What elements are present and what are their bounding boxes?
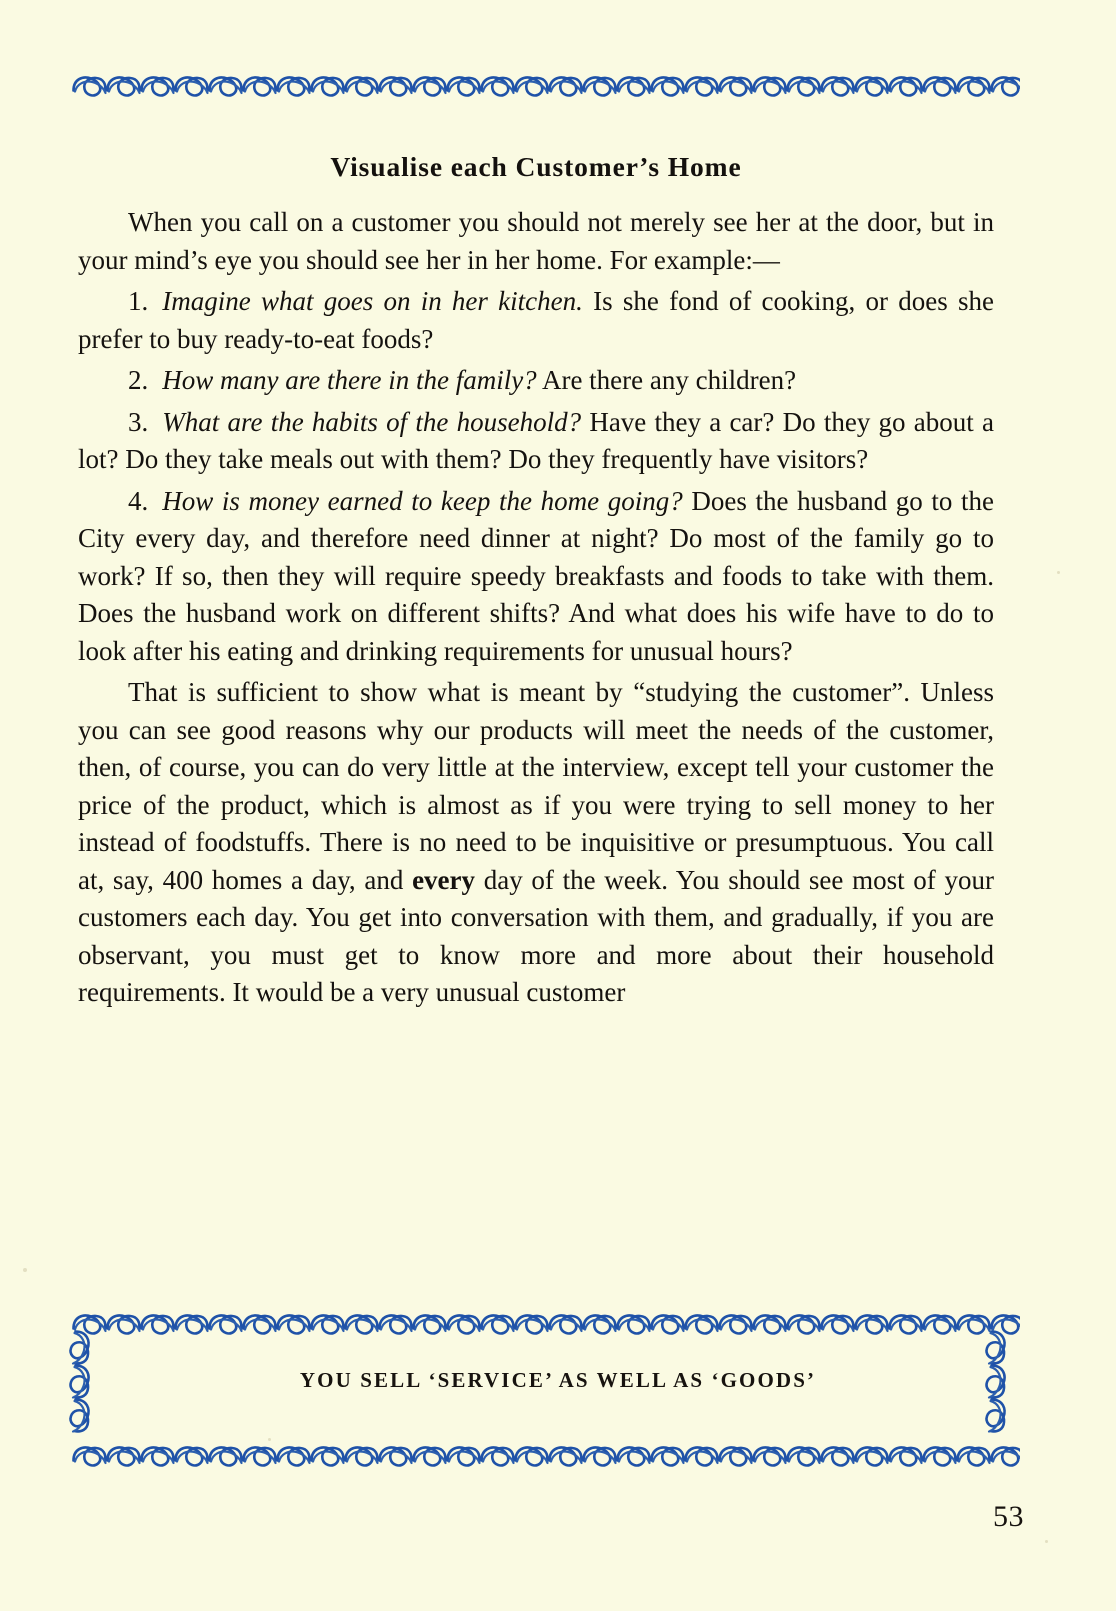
list-item bbox=[78, 483, 994, 671]
list-item bbox=[78, 283, 994, 358]
paper-speck bbox=[1045, 1540, 1048, 1543]
page-text-body bbox=[78, 150, 994, 1016]
list-item-body: Is she fond of cooking, or does she prefer to buy ready-to-eat foods? bbox=[78, 286, 994, 354]
list-item-number: 4. bbox=[128, 485, 149, 516]
list-item bbox=[78, 362, 994, 400]
list-item-question: How many are there in the family? bbox=[162, 365, 537, 396]
closing-text-a: That is sufficient to show what is meant by “studying the customer”. Unless you can see good reasons why our products will meet the needs of the customer, then, of course, you can do very little at the interview, except tell your customer the price of the product, which is almost as if you were trying to sell money to her instead of foodstuffs. There is no need to be inquisitive or presumptuous. You call at, say, 400 homes a day, and bbox=[78, 677, 994, 895]
list-item bbox=[78, 404, 994, 479]
page-number: 53 bbox=[993, 1500, 1024, 1533]
closing-emphasis: every bbox=[412, 864, 476, 895]
page-title: Visualise each Customer’s Home bbox=[330, 151, 742, 182]
closing-text-b: day of the week. You should see most of your customers each day. You get into conversation with them, and gradually, if you are observant, you must get to know more and more about their household requirements. It would be a very unusual customer bbox=[78, 864, 994, 1008]
list-item-body: Does the husband go to the City every day, and therefore need dinner at night? Do most of the family go to work? If so, then they will require speedy breakfasts and foods to take with them. Does the husband work on different shifts? And what does his wife have to do to look after his eating and drinking requirements for unusual hours? bbox=[78, 485, 995, 666]
list-item-number: 1. bbox=[128, 286, 149, 317]
closing-paragraph bbox=[78, 674, 994, 1012]
paper-speck bbox=[23, 1268, 27, 1272]
list-item-question: What are the habits of the household? bbox=[162, 406, 582, 437]
ornament-rule-middle bbox=[72, 1308, 1020, 1342]
list-item-body: Are there any children? bbox=[536, 365, 797, 396]
list-item-body: Have they a car? Do they go about a lot? Do they take meals out with them? Do they frequently have visitors? bbox=[78, 406, 994, 475]
footer-slogan: YOU SELL ‘SERVICE’ AS WELL AS ‘GOODS’ bbox=[299, 1368, 817, 1392]
ornament-rule-top bbox=[72, 70, 1020, 104]
list-item-question: Imagine what goes on in her kitchen. bbox=[162, 286, 583, 317]
list-item-number: 3. bbox=[128, 406, 149, 437]
intro-paragraph: When you call on a customer you should not merely see her at the door, but in your mind’s eye you should see her in her home. For example:— bbox=[78, 207, 994, 275]
list-item-number: 2. bbox=[128, 365, 149, 396]
paper-speck bbox=[268, 1438, 271, 1441]
ornament-rule-bottom bbox=[72, 1440, 1020, 1474]
list-item-question: How is money earned to keep the home going? bbox=[162, 485, 683, 516]
paper-speck bbox=[1057, 571, 1060, 574]
